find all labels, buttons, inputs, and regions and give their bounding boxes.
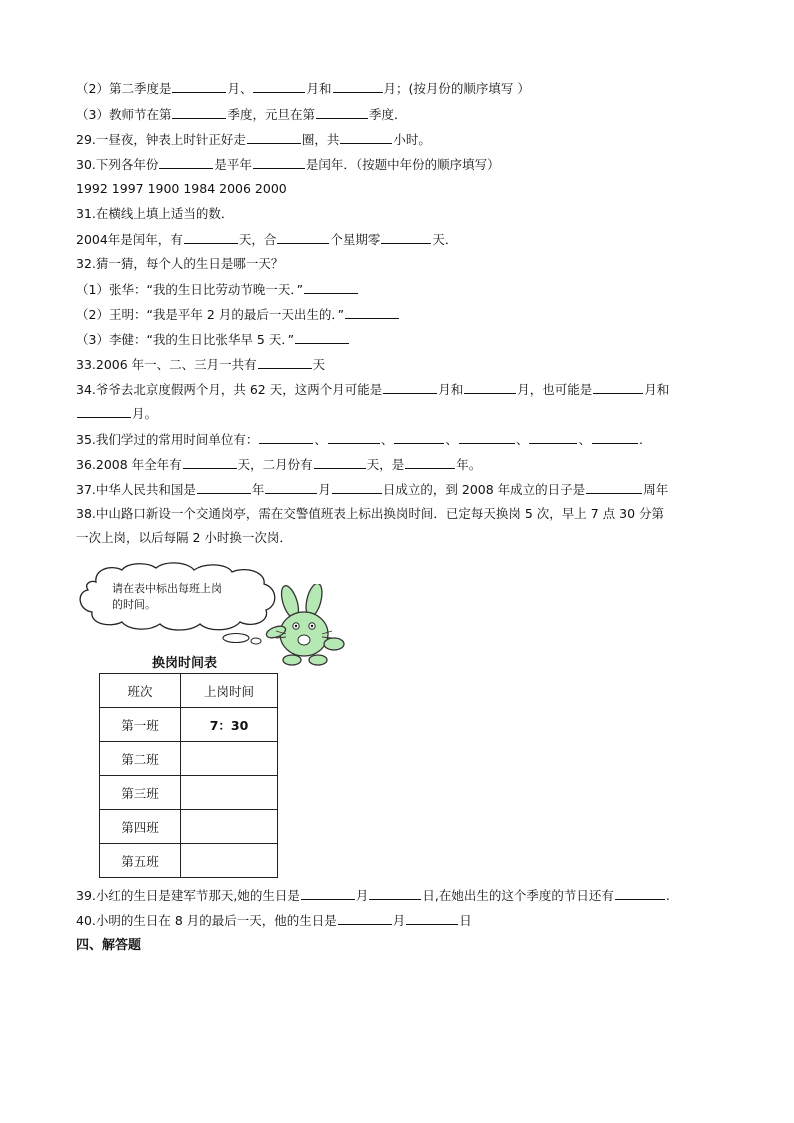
answer-blank[interactable] [316, 106, 368, 119]
line-q34 [76, 381, 669, 398]
answer-blank[interactable] [259, 431, 313, 444]
question-text: 37.中华人民共和国是 [76, 482, 196, 497]
answer-blank[interactable] [394, 431, 444, 444]
header-time: 上岗时间 [181, 674, 278, 708]
line-q30-years [76, 181, 287, 197]
answer-blank[interactable] [172, 106, 226, 119]
question-text: 是平年 [214, 157, 252, 172]
shift-name: 第五班 [100, 844, 181, 878]
question-text: 小时。 [393, 132, 431, 147]
table-row [100, 742, 278, 776]
answer-blank[interactable] [328, 431, 380, 444]
question-text: 1992 1997 1900 1984 2006 2000 [76, 181, 287, 196]
question-text: 月 [355, 888, 369, 903]
answer-blank[interactable] [277, 231, 329, 244]
line-q38-cont [76, 530, 292, 546]
bubble-text-line2: 的时间。 [112, 598, 156, 611]
answer-blank[interactable] [247, 131, 301, 144]
question-text: 、 [515, 432, 529, 447]
line-q39 [76, 887, 670, 904]
line-q30 [76, 156, 500, 173]
shift-time [181, 844, 278, 878]
answer-blank[interactable] [338, 912, 392, 925]
question-text: 29.一昼夜，钟表上时针正好走 [76, 132, 246, 147]
shift-name: 第一班 [100, 708, 181, 742]
question-text: 天 [312, 357, 326, 372]
table-title: 换岗时间表 [152, 656, 218, 671]
question-text: 、 [314, 432, 327, 447]
speech-bubble-cloud [76, 562, 280, 634]
answer-blank[interactable] [265, 481, 317, 494]
answer-blank[interactable] [464, 381, 516, 394]
line-q32-3 [76, 331, 350, 348]
bubble-text-line1: 请在表中标出每班上岗 [112, 582, 222, 595]
line-q36 [76, 456, 481, 473]
line-q32 [76, 256, 283, 272]
question-text: 、 [445, 432, 458, 447]
answer-blank[interactable] [381, 231, 431, 244]
answer-blank[interactable] [295, 331, 349, 344]
line-q31 [76, 206, 233, 222]
answer-blank[interactable] [345, 306, 399, 319]
question-text: 季度，元旦在第 [227, 107, 315, 122]
question-text: 38.中山路口新设一个交通岗亭，需在交警值班表上标出换岗时间．已定每天换岗 5 次，早上 7 点 30 分第 [76, 506, 665, 521]
answer-blank[interactable] [340, 131, 392, 144]
question-text: 天，是 [366, 457, 405, 472]
question-text: 、 [380, 432, 394, 447]
question-text: 36.2008 年全年有 [76, 457, 182, 472]
answer-blank[interactable] [197, 481, 251, 494]
question-text: 一次上岗，以后每隔 2 小时换一次岗． [76, 530, 292, 545]
line-q32-2 [76, 306, 400, 323]
question-text: 周年 [643, 482, 669, 497]
answer-blank[interactable] [405, 456, 455, 469]
answer-blank[interactable] [592, 431, 638, 444]
table-row [100, 810, 278, 844]
answer-blank[interactable] [253, 80, 305, 93]
question-text: （3）李健：“我的生日比张华早 5 天．” [76, 332, 295, 347]
line-q34-cont [76, 405, 157, 422]
question-text: 31.在横线上填上适当的数． [76, 206, 234, 221]
answer-blank[interactable] [615, 887, 665, 900]
table-row [100, 708, 278, 742]
question-text: . [665, 888, 670, 903]
answer-blank[interactable] [406, 912, 458, 925]
line-q28-2 [76, 80, 530, 97]
question-text: 月 [318, 482, 331, 497]
question-text: 、 [578, 432, 591, 447]
table-header-row [100, 674, 278, 708]
line-q33 [76, 356, 325, 373]
question-text: （2）王明：“我是平年 2 月的最后一天出生的．” [76, 307, 345, 322]
question-text: 日,在她出生的这个季度的节日还有 [422, 888, 614, 903]
answer-blank[interactable] [593, 381, 643, 394]
shift-time [181, 776, 278, 810]
question-text: 天，二月份有 [237, 457, 313, 472]
answer-blank[interactable] [253, 156, 305, 169]
question-text: 月和 [438, 382, 464, 397]
answer-blank[interactable] [304, 281, 358, 294]
line-q38 [76, 506, 664, 522]
shift-schedule-table [99, 673, 278, 878]
question-text: （3）教师节在第 [76, 107, 172, 122]
question-text: 35.我们学过的常用时间单位有： [76, 432, 259, 447]
question-text: 40.小明的生日在 8 月的最后一天，他的生日是 [76, 913, 337, 928]
question-text: . [638, 432, 643, 447]
answer-blank[interactable] [159, 156, 213, 169]
answer-blank[interactable] [184, 231, 238, 244]
question-text: 月、 [227, 81, 253, 96]
line-q31-body [76, 231, 457, 248]
shift-name: 第三班 [100, 776, 181, 810]
rabbit-icon [262, 584, 350, 668]
question-text: 月，也可能是 [517, 382, 593, 397]
question-text: 39.小红的生日是建军节那天,她的生日是 [76, 888, 300, 903]
answer-blank[interactable] [529, 431, 577, 444]
question-text: 日成立的，到 2008 年成立的日子是 [382, 482, 586, 497]
question-text: 年 [251, 482, 265, 497]
question-text: 个星期零 [330, 232, 381, 247]
table-row [100, 844, 278, 878]
question-text: 34.爷爷去北京度假两个月，共 62 天，这两个月可能是 [76, 382, 383, 397]
question-text: 月 [392, 913, 406, 928]
question-text: 月。 [132, 406, 158, 421]
section-heading: 四、解答题 [76, 938, 142, 953]
bubble-tail-icon [220, 632, 264, 646]
line-q28-3 [76, 106, 407, 123]
header-shift: 班次 [100, 674, 181, 708]
question-text: （2）第二季度是 [76, 81, 172, 96]
question-text: 天，合 [238, 232, 277, 247]
answer-blank[interactable] [172, 80, 226, 93]
line-q32-1 [76, 281, 359, 298]
question-text: 圈，共 [301, 132, 340, 147]
question-text: 日 [459, 913, 472, 928]
answer-blank[interactable] [301, 887, 355, 900]
shift-name: 第四班 [100, 810, 181, 844]
answer-blank[interactable] [332, 481, 382, 494]
question-text: 年。 [456, 457, 482, 472]
question-text: 月和 [306, 81, 332, 96]
answer-blank[interactable] [383, 381, 437, 394]
question-text: 天． [432, 232, 458, 247]
question-text: 32.猜一猜，每个人的生日是哪一天？ [76, 256, 284, 271]
answer-blank[interactable] [369, 887, 421, 900]
shift-time: 7：30 [181, 708, 278, 742]
question-text: 33.2006 年一、二、三月一共有 [76, 357, 257, 372]
answer-blank[interactable] [183, 456, 237, 469]
question-text: （1）张华：“我的生日比劳动节晚一天．” [76, 282, 304, 297]
shift-time [181, 810, 278, 844]
line-q29 [76, 131, 431, 148]
line-q40 [76, 912, 472, 929]
question-text: 30.下列各年份 [76, 157, 159, 172]
question-text: 是闰年．（按题中年份的顺序填写） [305, 157, 500, 172]
table-row [100, 776, 278, 810]
answer-blank[interactable] [459, 431, 515, 444]
question-text: 月和 [644, 382, 670, 397]
answer-blank[interactable] [314, 456, 366, 469]
question-text: 季度． [368, 107, 407, 122]
shift-name: 第二班 [100, 742, 181, 776]
shift-time [181, 742, 278, 776]
line-q37 [76, 481, 668, 498]
question-text: 月；(按月份的顺序填写 ） [383, 81, 530, 96]
line-q35 [76, 431, 643, 448]
answer-blank[interactable] [258, 356, 312, 369]
answer-blank[interactable] [586, 481, 642, 494]
answer-blank[interactable] [77, 405, 131, 418]
question-text: 2004年是闰年，有 [76, 232, 183, 247]
answer-blank[interactable] [333, 80, 383, 93]
